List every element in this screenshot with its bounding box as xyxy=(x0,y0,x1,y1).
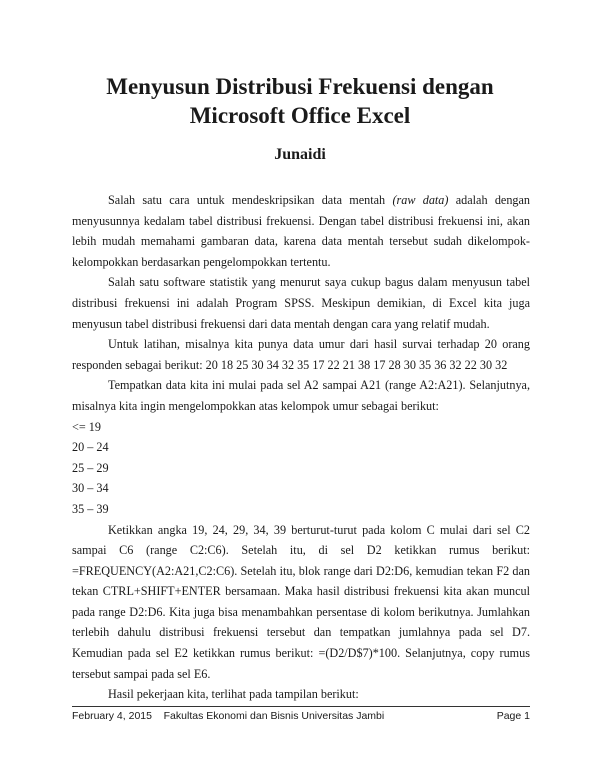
footer-page-number: Page 1 xyxy=(496,710,530,722)
footer-date: February 4, 2015 xyxy=(72,710,152,722)
age-range-list-item: 30 – 34 xyxy=(72,481,109,496)
document-title xyxy=(60,72,540,130)
age-range-list-item: 35 – 39 xyxy=(72,501,109,516)
paragraph-result-intro: Hasil pekerjaan kita, terlihat pada tampilan berikut: xyxy=(108,687,359,702)
paragraph-intro-text-a: Salah satu cara untuk mendeskripsikan data mentah xyxy=(108,193,393,207)
age-range-list-item: 25 – 29 xyxy=(72,460,109,475)
paragraph-sample-data: Untuk latihan, misalnya kita punya data umur dari hasil survai terhadap 20 orang responden sebagai berikut: 20 18 25 30 34 32 35 17 22 21 38 17 28 30 35 36 32 22 30 32 xyxy=(72,337,530,372)
page-footer xyxy=(72,706,530,722)
paragraph-cell-placement: Tempatkan data kita ini mulai pada sel A2 sampai A21 (range A2:A21). Selanjutnya, misalnya kita ingin mengelompokkan atas kelompok umur sebagai berikut: xyxy=(72,378,530,413)
paragraph-frequency-formula: Ketikkan angka 19, 24, 29, 34, 39 berturut-turut pada kolom C mulai dari sel C2 sampai C6 (range C2:C6). Setelah itu, di sel D2 ketikkan rumus berikut: =FREQUENCY(A2:A21,C2:C6). Setelah itu, blok range dari D2:D6, kemudian tekan F2 dan tekan CTRL+SHIFT+ENTER bersamaan. Maka hasil distribusi frekuensi kita akan muncul pada range D2:D6. Kita juga bisa menambahkan persentase di kolom berikutnya. Jumlahkan terlebih dahulu distribusi frekuensi tersebut dan tempatkan jumlahnya pada sel D7. Kemudian pada sel E2 ketikkan rumus berikut: =(D2/D$7)*100. Selanjutnya, copy rumus tersebut sampai pada sel E6. xyxy=(72,522,530,681)
footer-left xyxy=(72,710,384,722)
document-body xyxy=(72,190,530,705)
title-line-2: Microsoft Office Excel xyxy=(189,103,411,128)
paragraph-intro xyxy=(72,190,530,272)
author-name: Junaidi xyxy=(274,146,326,163)
paragraph-software: Salah satu software statistik yang menurut saya cukup bagus dalam menyusun tabel distribusi frekuensi ini adalah Program SPSS. Meskipun demikian, di Excel kita juga menyusun tabel distribusi frekuensi dari data mentah dengan cara yang relatif mudah. xyxy=(72,275,530,331)
title-line-1: Menyusun Distribusi Frekuensi dengan xyxy=(106,74,494,99)
age-range-list-item: 20 – 24 xyxy=(72,440,109,455)
footer-institution: Fakultas Ekonomi dan Bisnis Universitas Jambi xyxy=(163,710,385,722)
raw-data-term: (raw data) xyxy=(392,193,449,207)
paragraph-intro-text-b: adalah dengan menyusunnya kedalam tabel distribusi frekuensi. Dengan tabel distribusi frekuensi ini, akan lebih mudah memahami gambaran data, karena data mentah tersebut sudah dikelompok-kelompokkan berdasarkan pengelompokkan tertentu. xyxy=(72,193,531,269)
age-range-list-item: <= 19 xyxy=(72,419,101,434)
